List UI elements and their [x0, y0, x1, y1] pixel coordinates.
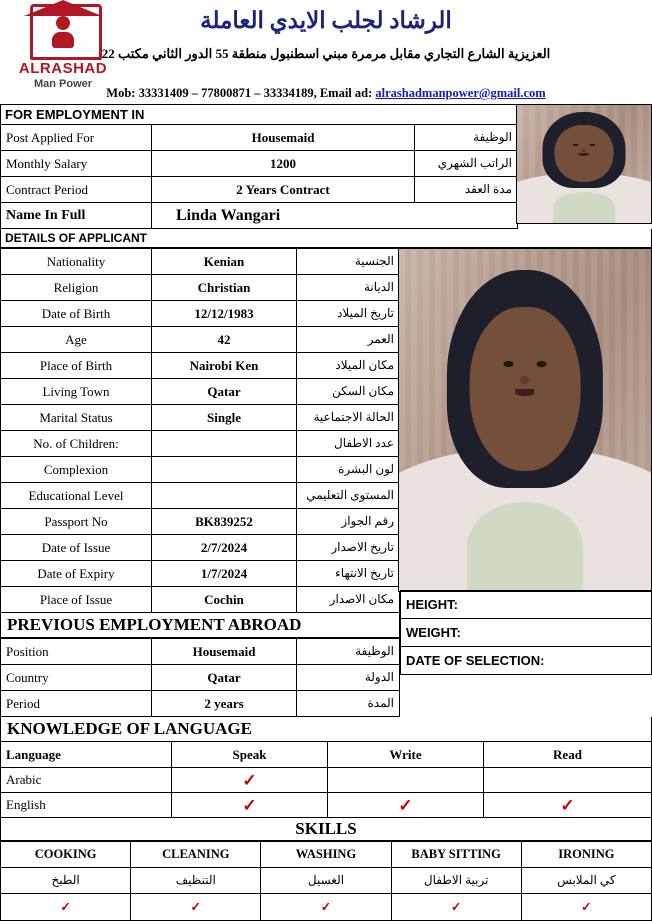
row-label: Country: [1, 665, 152, 691]
skill-name-arabic: الغسيل: [261, 868, 391, 894]
row-value: 1/7/2024: [152, 561, 297, 587]
applicant-details-section: [0, 248, 652, 717]
row-label: Passport No: [1, 509, 152, 535]
section-title-details: DETAILS OF APPLICANT: [0, 229, 652, 248]
measurements-table: [400, 590, 652, 675]
row-label-arabic: تاريخ الاصدار: [297, 535, 400, 561]
row-value: 2/7/2024: [152, 535, 297, 561]
table-row: [1, 457, 400, 483]
row-label: Place of Birth: [1, 353, 152, 379]
table-row: [1, 151, 518, 177]
table-row: [1, 125, 518, 151]
column-header-write: Write: [328, 742, 484, 768]
name-label: Name In Full: [1, 203, 152, 229]
column-header-language: Language: [1, 742, 172, 768]
contact-line: [0, 86, 652, 101]
skill-name: CLEANING: [131, 842, 261, 868]
row-label-arabic: تاريخ الانتهاء: [297, 561, 400, 587]
skill-name: BABY SITTING: [391, 842, 521, 868]
table-row: [1, 379, 400, 405]
applicant-details-table: [0, 248, 400, 613]
row-label: Post Applied For: [1, 125, 152, 151]
employment-table: [0, 124, 518, 229]
row-value: Qatar: [152, 665, 297, 691]
table-row: [1, 587, 400, 613]
language-table: [0, 741, 652, 818]
skill-name-arabic: التنظيف: [131, 868, 261, 894]
table-row: [1, 639, 400, 665]
row-label-arabic: مكان السكن: [297, 379, 400, 405]
row-label: Educational Level: [1, 483, 152, 509]
row-label: Date of Expiry: [1, 561, 152, 587]
row-value: Qatar: [152, 379, 297, 405]
row-value: 42: [152, 327, 297, 353]
applicant-photo-small: [516, 104, 652, 224]
row-label-arabic: الوظيفة: [415, 125, 518, 151]
table-row: [1, 894, 652, 921]
height-label: HEIGHT:: [401, 591, 652, 619]
skill-name-arabic: الطبخ: [1, 868, 131, 894]
row-label: Monthly Salary: [1, 151, 152, 177]
contact-phones: Mob: 33331409 – 77800871 – 33334189, Email ad:: [106, 86, 376, 100]
section-title-previous-employment: PREVIOUS EMPLOYMENT ABROAD: [0, 613, 400, 638]
row-value: Housemaid: [152, 639, 297, 665]
logo-name: ALRASHAD: [18, 60, 108, 77]
table-header-row: [1, 842, 652, 868]
table-row: [1, 509, 400, 535]
row-label: No. of Children:: [1, 431, 152, 457]
applicant-photo-large: [398, 248, 652, 592]
language-speak-check: ✓: [172, 793, 328, 818]
row-value: [152, 431, 297, 457]
row-label-arabic: الجنسية: [297, 249, 400, 275]
skill-name: COOKING: [1, 842, 131, 868]
row-value: Housemaid: [152, 125, 415, 151]
employment-section: [0, 104, 652, 229]
row-label: Date of Birth: [1, 301, 152, 327]
table-row: [1, 431, 400, 457]
skill-check: ✓: [521, 894, 651, 921]
row-label-arabic: مكان الاصدار: [297, 587, 400, 613]
row-label-arabic: الديانة: [297, 275, 400, 301]
name-value: Linda Wangari: [152, 203, 518, 229]
row-label: Religion: [1, 275, 152, 301]
row-label-arabic: الوظيفة: [297, 639, 400, 665]
table-row: [1, 561, 400, 587]
row-label: Living Town: [1, 379, 152, 405]
applicant-name-row: [1, 203, 518, 229]
column-header-read: Read: [484, 742, 652, 768]
row-value: [152, 457, 297, 483]
table-row: [1, 327, 400, 353]
table-row: [1, 353, 400, 379]
row-label: Age: [1, 327, 152, 353]
section-title-employment: FOR EMPLOYMENT IN: [0, 104, 518, 124]
section-title-language: KNOWLEDGE OF LANGUAGE: [0, 717, 652, 741]
table-row: [1, 691, 400, 717]
weight-label: WEIGHT:: [401, 619, 652, 647]
date-of-selection-label: DATE OF SELECTION:: [401, 647, 652, 675]
previous-employment-table: [0, 638, 400, 717]
section-title-skills: SKILLS: [0, 818, 652, 841]
skill-name: WASHING: [261, 842, 391, 868]
row-value: 12/12/1983: [152, 301, 297, 327]
document-header: [0, 0, 652, 104]
table-row: [401, 647, 652, 675]
table-row: [1, 249, 400, 275]
row-label-arabic: العمر: [297, 327, 400, 353]
table-row: [401, 619, 652, 647]
row-label-arabic: الراتب الشهري: [415, 151, 518, 177]
row-value: 1200: [152, 151, 415, 177]
row-value: Single: [152, 405, 297, 431]
skill-name: IRONING: [521, 842, 651, 868]
skill-name-arabic: كي الملابس: [521, 868, 651, 894]
row-value: Kenian: [152, 249, 297, 275]
skill-check: ✓: [261, 894, 391, 921]
table-row: [1, 535, 400, 561]
table-row: [401, 591, 652, 619]
table-header-row: [1, 742, 652, 768]
skill-check: ✓: [1, 894, 131, 921]
row-value: Nairobi Ken: [152, 353, 297, 379]
row-label-arabic: رقم الجواز: [297, 509, 400, 535]
language-name: English: [1, 793, 172, 818]
language-read-check: [484, 768, 652, 793]
row-label-arabic: مدة العقد: [415, 177, 518, 203]
row-value: Cochin: [152, 587, 297, 613]
row-label: Nationality: [1, 249, 152, 275]
row-label-arabic: مكان الميلاد: [297, 353, 400, 379]
row-label-arabic: الحالة الاجتماعية: [297, 405, 400, 431]
table-row: [1, 665, 400, 691]
language-name: Arabic: [1, 768, 172, 793]
row-label: Date of Issue: [1, 535, 152, 561]
skill-check: ✓: [131, 894, 261, 921]
table-row: [1, 177, 518, 203]
row-label-arabic: الدولة: [297, 665, 400, 691]
row-label: Position: [1, 639, 152, 665]
table-row: [1, 405, 400, 431]
company-title-arabic: الرشاد لجلب الايدي العاملة: [200, 8, 452, 33]
language-speak-check: ✓: [172, 768, 328, 793]
skills-table: [0, 841, 652, 921]
table-row: [1, 301, 400, 327]
row-label-arabic: المدة: [297, 691, 400, 717]
company-address-arabic: العزيزية الشارع التجاري مقابل مرمرة مبني اسطنبول منطقة 55 الدور الثاني مكتب 22: [101, 46, 551, 61]
language-read-check: ✓: [484, 793, 652, 818]
logo-tagline: Man Power: [33, 78, 93, 90]
table-row: [1, 275, 400, 301]
row-label-arabic: تاريخ الميلاد: [297, 301, 400, 327]
row-label: Period: [1, 691, 152, 717]
table-row: [1, 868, 652, 894]
language-write-check: [328, 768, 484, 793]
row-value: BK839252: [152, 509, 297, 535]
row-value: 2 years: [152, 691, 297, 717]
row-label-arabic: عدد الاطفال: [297, 431, 400, 457]
row-label-arabic: المستوى التعليمي: [297, 483, 400, 509]
column-header-speak: Speak: [172, 742, 328, 768]
skill-name-arabic: تربية الاطفال: [391, 868, 521, 894]
row-value: Christian: [152, 275, 297, 301]
row-value: [152, 483, 297, 509]
table-row: [1, 768, 652, 793]
row-label-arabic: لون البشرة: [297, 457, 400, 483]
row-label: Place of Issue: [1, 587, 152, 613]
email-link[interactable]: alrashadmanpower@gmail.com: [375, 86, 546, 100]
row-label: Contract Period: [1, 177, 152, 203]
table-row: [1, 483, 400, 509]
language-write-check: ✓: [328, 793, 484, 818]
row-label: Marital Status: [1, 405, 152, 431]
row-value: 2 Years Contract: [152, 177, 415, 203]
table-row: [1, 793, 652, 818]
skill-check: ✓: [391, 894, 521, 921]
row-label: Complexion: [1, 457, 152, 483]
